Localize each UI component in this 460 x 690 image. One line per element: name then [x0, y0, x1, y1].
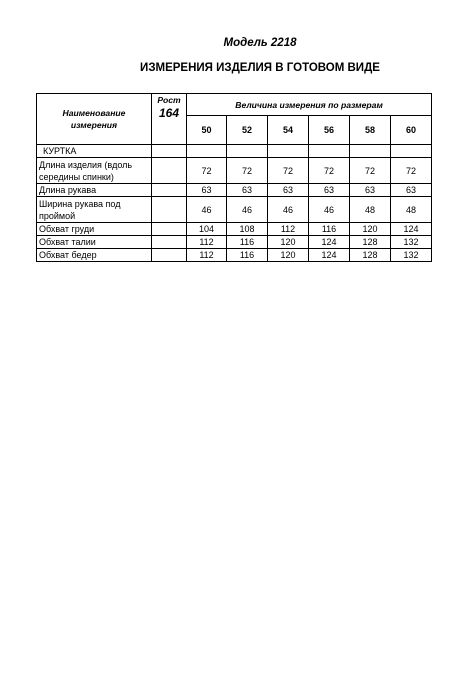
row-value: 116	[227, 236, 268, 249]
row-value: 46	[309, 197, 350, 223]
row-value: 63	[187, 184, 227, 197]
row-value: 112	[187, 249, 227, 262]
row-value: 104	[187, 223, 227, 236]
row-value: 48	[350, 197, 391, 223]
empty-cell	[268, 145, 309, 158]
size-header: 54	[268, 116, 309, 145]
row-value: 112	[268, 223, 309, 236]
row-value: 108	[227, 223, 268, 236]
row-value: 72	[268, 158, 309, 184]
row-label: Обхват бедер	[37, 249, 152, 262]
empty-cell	[152, 184, 187, 197]
row-label: Длина изделия (вдоль середины спинки)	[37, 158, 152, 184]
row-value: 46	[227, 197, 268, 223]
height-label: Рост	[157, 95, 181, 105]
empty-cell	[152, 223, 187, 236]
sizes-header: Величина измерения по размерам	[187, 94, 432, 116]
row-label: Длина рукава	[37, 184, 152, 197]
empty-cell	[152, 236, 187, 249]
row-value: 120	[268, 249, 309, 262]
empty-cell	[391, 145, 432, 158]
row-value: 132	[391, 236, 432, 249]
table-row	[37, 249, 432, 262]
row-value: 124	[309, 249, 350, 262]
row-value: 63	[391, 184, 432, 197]
size-header: 52	[227, 116, 268, 145]
empty-cell	[350, 145, 391, 158]
empty-cell	[309, 145, 350, 158]
document-title: ИЗМЕРЕНИЯ ИЗДЕЛИЯ В ГОТОВОМ ВИДЕ	[140, 62, 380, 74]
row-value: 63	[309, 184, 350, 197]
row-value: 124	[309, 236, 350, 249]
empty-cell	[152, 145, 187, 158]
row-value: 46	[187, 197, 227, 223]
row-label: Ширина рукава под проймой	[37, 197, 152, 223]
row-value: 46	[268, 197, 309, 223]
height-value: 164	[158, 106, 180, 120]
section-label: КУРТКА	[37, 145, 152, 158]
row-value: 120	[350, 223, 391, 236]
row-value: 72	[350, 158, 391, 184]
size-header: 58	[350, 116, 391, 145]
row-value: 120	[268, 236, 309, 249]
table-row	[37, 184, 432, 197]
table-row	[37, 223, 432, 236]
table-row	[37, 197, 432, 223]
empty-cell	[227, 145, 268, 158]
section-row	[37, 145, 432, 158]
size-header: 60	[391, 116, 432, 145]
row-value: 63	[350, 184, 391, 197]
row-value: 63	[227, 184, 268, 197]
row-value: 128	[350, 236, 391, 249]
row-label: Обхват груди	[37, 223, 152, 236]
model-title: Модель 2218	[223, 37, 297, 49]
row-value: 132	[391, 249, 432, 262]
table-row	[37, 158, 432, 184]
row-value: 72	[187, 158, 227, 184]
row-value: 72	[309, 158, 350, 184]
row-value: 48	[391, 197, 432, 223]
row-value: 128	[350, 249, 391, 262]
empty-cell	[152, 249, 187, 262]
row-value: 72	[227, 158, 268, 184]
size-header: 50	[187, 116, 227, 145]
measurements-table	[36, 93, 432, 262]
empty-cell	[152, 158, 187, 184]
height-header	[152, 94, 187, 145]
table-row	[37, 236, 432, 249]
row-value: 116	[309, 223, 350, 236]
row-value: 72	[391, 158, 432, 184]
empty-cell	[152, 197, 187, 223]
row-value: 63	[268, 184, 309, 197]
measurement-name-header: Наименование измерения	[37, 94, 152, 145]
row-value: 112	[187, 236, 227, 249]
row-value: 124	[391, 223, 432, 236]
empty-cell	[187, 145, 227, 158]
row-label: Обхват талии	[37, 236, 152, 249]
row-value: 116	[227, 249, 268, 262]
size-header: 56	[309, 116, 350, 145]
